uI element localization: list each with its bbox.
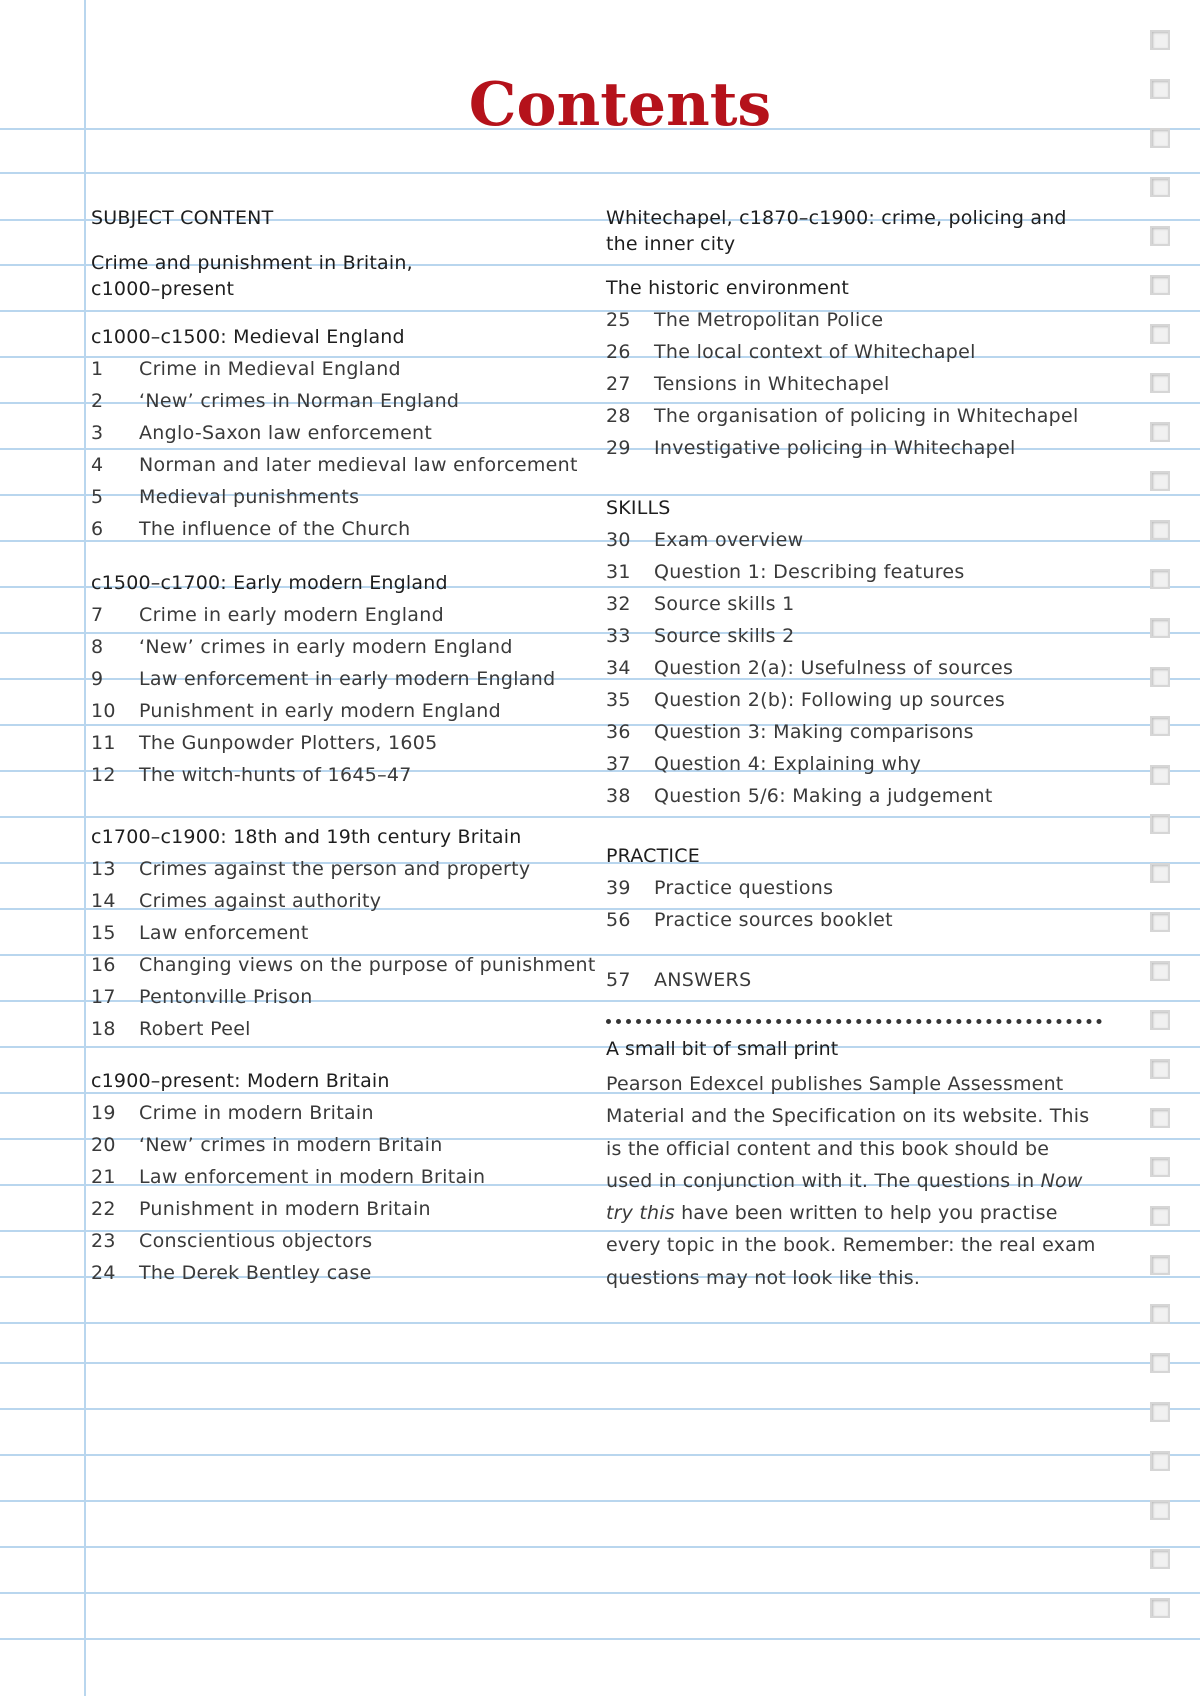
binder-hole [1150, 226, 1170, 246]
toc-entry[interactable] [91, 984, 591, 1016]
topic-title-line1: Crime and punishment in Britain, [91, 252, 413, 274]
section-modern-britain [91, 1068, 591, 1292]
toc-entry[interactable] [91, 888, 591, 920]
toc-entry[interactable] [606, 371, 1100, 403]
section-early-modern [91, 570, 591, 794]
page-number: 17 [91, 986, 116, 1008]
binder-hole [1150, 1206, 1170, 1226]
binder-hole [1150, 471, 1170, 491]
section-skills [606, 495, 1100, 815]
page-number: 38 [606, 785, 631, 807]
page-number: 36 [606, 721, 631, 743]
binder-hole [1150, 569, 1170, 589]
page-number: 13 [91, 858, 116, 880]
page-number: 39 [606, 877, 631, 899]
toc-entry[interactable] [91, 1164, 591, 1196]
toc-entry[interactable] [91, 952, 596, 984]
entry-title: Tensions in Whitechapel [654, 373, 890, 395]
section-heading: SKILLS [606, 497, 671, 519]
entry-title: Question 2(b): Following up sources [654, 689, 1006, 711]
toc-entry[interactable] [91, 1228, 591, 1260]
entry-title: Law enforcement [139, 922, 309, 944]
page-number: 28 [606, 405, 631, 427]
small-print-title: A small bit of small print [606, 1038, 839, 1060]
page-number: 4 [91, 454, 104, 476]
binder-hole [1150, 765, 1170, 785]
toc-entry[interactable] [91, 484, 591, 516]
section-heading: c1500–c1700: Early modern England [91, 572, 448, 594]
page-number: 7 [91, 604, 104, 626]
section-practice [606, 843, 1100, 939]
entry-title: ‘New’ crimes in early modern England [139, 636, 513, 658]
entry-title: Question 2(a): Usefulness of sources [654, 657, 1014, 679]
toc-entry[interactable] [606, 435, 1100, 467]
page-number: 20 [91, 1134, 116, 1156]
toc-entry[interactable] [606, 687, 1100, 719]
page-number: 35 [606, 689, 631, 711]
toc-entry[interactable] [91, 762, 591, 794]
page-number: 19 [91, 1102, 116, 1124]
toc-entry[interactable] [606, 339, 1100, 371]
entry-title: Practice sources booklet [654, 909, 893, 931]
topic-title-line1: Whitechapel, c1870–c1900: crime, policing and [606, 207, 1067, 229]
entry-title: Punishment in modern Britain [139, 1198, 431, 1220]
section-heading: PRACTICE [606, 845, 700, 867]
entry-title: Source skills 1 [654, 593, 795, 615]
entry-title: Crimes against authority [139, 890, 382, 912]
toc-entry[interactable] [606, 783, 1100, 815]
toc-entry[interactable] [606, 719, 1100, 751]
page-number: 32 [606, 593, 631, 615]
binder-hole [1150, 912, 1170, 932]
page-number: 57 [606, 969, 631, 991]
binder-hole [1150, 1549, 1170, 1569]
entry-title: The witch-hunts of 1645–47 [139, 764, 412, 786]
entry-title: Crimes against the person and property [139, 858, 531, 880]
small-print-text-end: have been written to help you practise every topic in the book. Remember: the real exam questions may not look like this. [606, 1202, 1096, 1289]
binder-hole [1150, 1451, 1170, 1471]
section-heading: c1000–c1500: Medieval England [91, 326, 405, 348]
page-number: 5 [91, 486, 104, 508]
entry-title: The Metropolitan Police [654, 309, 884, 331]
toc-entry[interactable] [91, 388, 591, 420]
binder-hole [1150, 667, 1170, 687]
right-column [606, 205, 1100, 1294]
page-number: 10 [91, 700, 116, 722]
entry-title: Question 4: Explaining why [654, 753, 922, 775]
binder-hole [1150, 716, 1170, 736]
page-title: Contents [468, 70, 772, 140]
entry-title: ‘New’ crimes in modern Britain [139, 1134, 443, 1156]
toc-entry[interactable] [91, 634, 591, 666]
entry-title: ANSWERS [654, 969, 752, 991]
toc-entry[interactable] [606, 591, 1100, 623]
binder-hole [1150, 1304, 1170, 1324]
subject-content-heading: SUBJECT CONTENT [91, 207, 274, 229]
binder-hole [1150, 863, 1170, 883]
page-number: 23 [91, 1230, 116, 1252]
binder-hole [1150, 30, 1170, 50]
section-historic-environment [606, 275, 1100, 467]
answers-entry[interactable] [606, 967, 1100, 999]
toc-entry[interactable] [606, 655, 1100, 687]
page-number: 8 [91, 636, 104, 658]
page-number: 34 [606, 657, 631, 679]
binder-hole [1150, 275, 1170, 295]
binder-hole [1150, 618, 1170, 638]
toc-entry[interactable] [91, 730, 591, 762]
section-18th-19th-century [91, 824, 596, 1048]
entry-title: Source skills 2 [654, 625, 795, 647]
section-heading: c1700–c1900: 18th and 19th century Britain [91, 826, 522, 848]
toc-entry[interactable] [91, 452, 591, 484]
small-print-body [606, 1068, 1100, 1294]
toc-entry[interactable] [91, 1100, 591, 1132]
toc-entry[interactable] [606, 307, 1100, 339]
toc-entry[interactable] [91, 1132, 591, 1164]
page-number: 56 [606, 909, 631, 931]
entry-title: Crime in Medieval England [139, 358, 401, 380]
section-medieval [91, 324, 591, 548]
binder-hole [1150, 1010, 1170, 1030]
entry-title: The Derek Bentley case [139, 1262, 372, 1284]
toc-entry[interactable] [91, 920, 591, 952]
page-number: 21 [91, 1166, 116, 1188]
page-number: 16 [91, 954, 116, 976]
toc-entry[interactable] [606, 403, 1100, 435]
entry-title: Crime in early modern England [139, 604, 444, 626]
page-number: 14 [91, 890, 116, 912]
page-number: 33 [606, 625, 631, 647]
entry-title: Pentonville Prison [139, 986, 313, 1008]
toc-entry[interactable] [91, 666, 591, 698]
margin-line [84, 0, 86, 1696]
toc-entry[interactable] [606, 875, 1100, 907]
page-number: 30 [606, 529, 631, 551]
toc-entry[interactable] [91, 602, 591, 634]
dotted-divider [606, 1019, 1102, 1024]
binder-hole [1150, 177, 1170, 197]
binder-hole [1150, 1059, 1170, 1079]
binder-hole [1150, 1255, 1170, 1275]
topic-title-line2: the inner city [606, 233, 736, 255]
toc-entry[interactable] [91, 356, 591, 388]
toc-entry[interactable] [606, 751, 1100, 783]
binder-hole [1150, 1402, 1170, 1422]
page-number: 27 [606, 373, 631, 395]
left-column [91, 205, 596, 1292]
entry-title: Norman and later medieval law enforcement [139, 454, 578, 476]
binder-hole [1150, 814, 1170, 834]
entry-title: The organisation of policing in Whitechapel [654, 405, 1079, 427]
page-number: 25 [606, 309, 631, 331]
entry-title: Medieval punishments [139, 486, 360, 508]
binder-hole [1150, 1108, 1170, 1128]
toc-entry[interactable] [606, 907, 1100, 939]
toc-entry[interactable] [606, 527, 1100, 559]
toc-entry[interactable] [91, 856, 591, 888]
entry-title: Changing views on the purpose of punishment [139, 954, 596, 976]
entry-title: The local context of Whitechapel [654, 341, 976, 363]
entry-title: Practice questions [654, 877, 834, 899]
entry-title: Law enforcement in modern Britain [139, 1166, 486, 1188]
binder-hole [1150, 422, 1170, 442]
small-print-italic: Now try this [606, 1169, 1083, 1225]
page-number: 37 [606, 753, 631, 775]
binder-hole [1150, 520, 1170, 540]
toc-entry[interactable] [91, 516, 591, 548]
page-number: 26 [606, 341, 631, 363]
toc-entry[interactable] [606, 559, 1100, 591]
section-heading: The historic environment [606, 277, 850, 299]
toc-entry[interactable] [91, 420, 591, 452]
entry-title: The Gunpowder Plotters, 1605 [139, 732, 438, 754]
binder-hole [1150, 373, 1170, 393]
toc-entry[interactable] [91, 1016, 591, 1048]
toc-entry[interactable] [91, 698, 591, 730]
entry-title: Punishment in early modern England [139, 700, 501, 722]
page-number: 31 [606, 561, 631, 583]
entry-title: ‘New’ crimes in Norman England [139, 390, 460, 412]
page-number: 29 [606, 437, 631, 459]
topic-title-line2: c1000–present [91, 278, 235, 300]
toc-entry[interactable] [91, 1196, 591, 1228]
entry-title: Law enforcement in early modern England [139, 668, 556, 690]
page-number: 12 [91, 764, 116, 786]
page-number: 24 [91, 1262, 116, 1284]
page-number: 15 [91, 922, 116, 944]
entry-title: Question 1: Describing features [654, 561, 965, 583]
page-number: 9 [91, 668, 104, 690]
toc-entry[interactable] [91, 1260, 591, 1292]
page-number: 18 [91, 1018, 116, 1040]
entry-title: Conscientious objectors [139, 1230, 373, 1252]
page-number: 22 [91, 1198, 116, 1220]
binder-hole [1150, 1500, 1170, 1520]
small-print-text: Pearson Edexcel publishes Sample Assessment Material and the Specification on its website. This is the official content and this book should be used in conjunction with it. The questions in [606, 1073, 1090, 1192]
page-number: 11 [91, 732, 116, 754]
entry-title: Exam overview [654, 529, 804, 551]
entry-title: Investigative policing in Whitechapel [654, 437, 1016, 459]
page-number: 1 [91, 358, 104, 380]
entry-title: Question 5/6: Making a judgement [654, 785, 993, 807]
page-number: 3 [91, 422, 104, 444]
binder-hole [1150, 324, 1170, 344]
binder-hole [1150, 1157, 1170, 1177]
page-number: 2 [91, 390, 104, 412]
entry-title: Question 3: Making comparisons [654, 721, 974, 743]
page-number: 6 [91, 518, 104, 540]
entry-title: Robert Peel [139, 1018, 251, 1040]
entry-title: Crime in modern Britain [139, 1102, 374, 1124]
binder-hole [1150, 1353, 1170, 1373]
binder-hole [1150, 961, 1170, 981]
entry-title: The influence of the Church [139, 518, 411, 540]
section-heading: c1900–present: Modern Britain [91, 1070, 390, 1092]
toc-entry[interactable] [606, 623, 1100, 655]
binder-hole [1150, 1598, 1170, 1618]
entry-title: Anglo-Saxon law enforcement [139, 422, 433, 444]
